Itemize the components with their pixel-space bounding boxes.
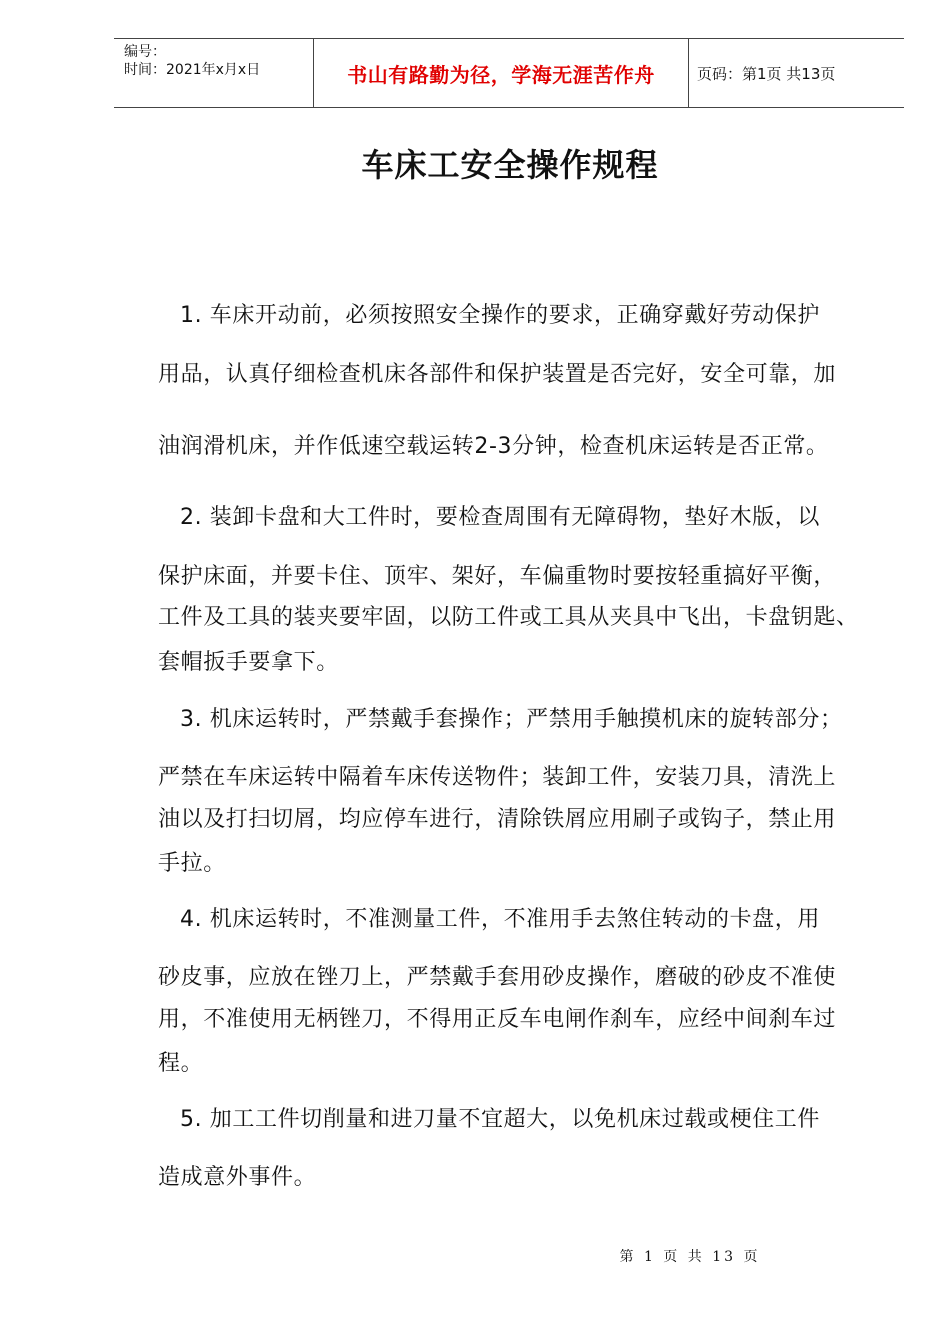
header-meta xyxy=(114,39,314,107)
body-line: 用，不准使用无柄锉刀，不得用正反车电闸作刹车，应经中间刹车过 xyxy=(158,1007,837,1032)
body-line: 4. 机床运转时，不准测量工件，不准用手去煞住转动的卡盘，用 xyxy=(180,907,820,932)
body-line: 2. 装卸卡盘和大工件时，要检查周围有无障碍物，垫好木版，以 xyxy=(180,505,820,530)
body-line: 3. 机床运转时，严禁戴手套操作；严禁用手触摸机床的旋转部分； xyxy=(180,707,843,732)
page-header xyxy=(114,38,904,108)
body-line: 工件及工具的装夹要牢固，以防工件或工具从夹具中飞出，卡盘钥匙、 xyxy=(158,605,859,630)
body-line: 1. 车床开动前，必须按照安全操作的要求，正确穿戴好劳动保护 xyxy=(180,303,820,328)
number-label: 编号： xyxy=(124,44,166,60)
body-line: 套帽扳手要拿下。 xyxy=(158,650,339,675)
document-title: 车床工安全操作规程 xyxy=(361,146,659,184)
body-line: 砂皮事，应放在锉刀上，严禁戴手套用砂皮操作，磨破的砂皮不准使 xyxy=(158,965,837,990)
body-line: 5. 加工工件切削量和进刀量不宜超大，以免机床过载或梗住工件 xyxy=(180,1107,820,1132)
body-line: 油以及打扫切屑，均应停车进行，清除铁屑应用刷子或钩子，禁止用 xyxy=(158,807,837,832)
body-line: 用品，认真仔细检查机床各部件和保护装置是否完好，安全可靠，加 xyxy=(158,362,837,387)
body-line: 保护床面，并要卡住、顶牢、架好，车偏重物时要按轻重搞好平衡， xyxy=(158,564,837,589)
body-line: 造成意外事件。 xyxy=(158,1165,317,1190)
body-line: 严禁在车床运转中隔着车床传送物件；装卸工件，安装刀具，清洗上 xyxy=(158,765,837,790)
body-line: 手拉。 xyxy=(158,851,226,876)
header-motto: 书山有路勤为径，学海无涯苦作舟 xyxy=(314,39,689,107)
time-label: 时间：2021年x月x日 xyxy=(124,62,261,78)
body-line: 程。 xyxy=(158,1051,204,1076)
body-line: 油润滑机床，并作低速空载运转2-3分钟，检查机床运转是否正常。 xyxy=(158,434,829,459)
page-footer: 第 1 页 共 13 页 xyxy=(619,1249,761,1265)
header-page-info: 页码：第1页 共13页 xyxy=(697,64,836,83)
